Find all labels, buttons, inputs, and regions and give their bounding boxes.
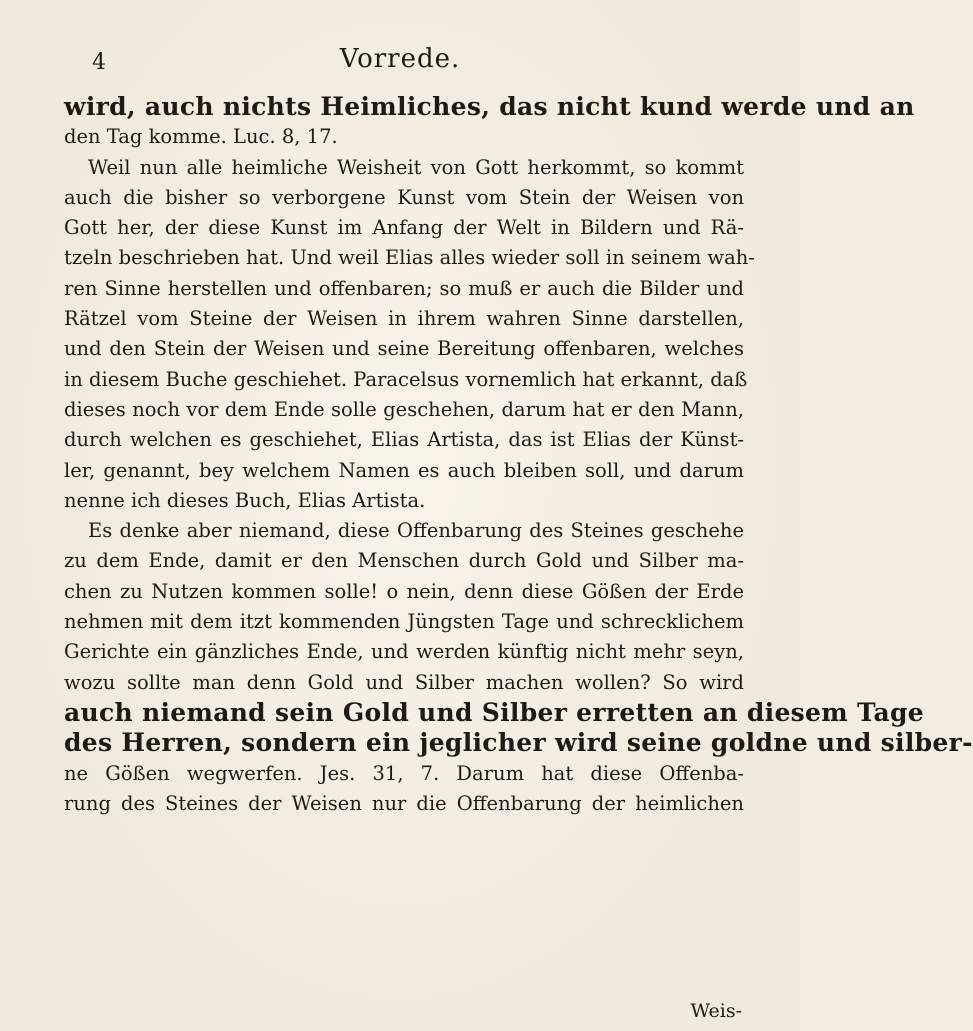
- catchword: Weis-: [690, 1000, 742, 1022]
- text-line: Weil nun alle heimliche Weisheit von Gott herkommt, so kommt: [88, 155, 744, 179]
- text-line: chen zu Nutzen kommen solle! o nein, denn diese Gößen der Erde: [64, 579, 744, 603]
- text-line: ler, genannt, bey welchem Namen es auch bleiben soll, und darum: [64, 458, 744, 482]
- text-line: rung des Steines der Weisen nur die Offenbarung der heimlichen: [64, 791, 744, 815]
- text-line: ren Sinne herstellen und offenbaren; so muß er auch die Bilder und: [64, 276, 744, 300]
- text-line: tzeln beschrieben hat. Und weil Elias alles wieder soll in seinem wah-: [64, 246, 755, 270]
- text-line: wozu sollte man denn Gold und Silber machen wollen? So wird: [64, 670, 744, 694]
- text-line: nenne ich dieses Buch, Elias Artista.: [64, 488, 426, 512]
- text-line: nehmen mit dem itzt kommenden Jüngsten Tage und schrecklichem: [64, 610, 744, 634]
- text-line: wird, auch nichts Heimliches, das nicht kund werde und an: [64, 92, 915, 121]
- text-line: und den Stein der Weisen und seine Bereitung offenbaren, welches: [64, 337, 744, 361]
- text-line: zu dem Ende, damit er den Menschen durch Gold und Silber ma-: [64, 549, 744, 573]
- text-line: dieses noch vor dem Ende solle geschehen, darum hat er den Mann,: [64, 397, 744, 421]
- text-line: auch die bisher so verborgene Kunst vom Stein der Weisen von: [64, 185, 744, 209]
- text-line: auch niemand sein Gold und Silber erretten an diesem Tage: [64, 697, 925, 727]
- page-number: 4: [92, 50, 106, 75]
- body-text: [64, 92, 973, 819]
- running-head: Vorrede.: [339, 44, 461, 74]
- text-line: ne Gößen wegwerfen. Jes. 31, 7. Darum hat diese Offenba-: [64, 761, 744, 785]
- text-line: Gott her, der diese Kunst im Anfang der Welt in Bildern und Rä-: [64, 216, 744, 240]
- text-line: des Herren, sondern ein jeglicher wird seine goldne und silber-: [64, 728, 973, 758]
- text-line: Rätzel vom Steine der Weisen in ihrem wahren Sinne darstellen,: [64, 307, 744, 331]
- text-line: Es denke aber niemand, diese Offenbarung des Steines geschehe: [88, 519, 744, 543]
- text-line: den Tag komme. Luc. 8, 17.: [64, 125, 338, 149]
- text-line: durch welchen es geschiehet, Elias Artista, das ist Elias der Künst-: [64, 428, 744, 452]
- text-line: Gerichte ein gänzliches Ende, und werden künftig nicht mehr seyn,: [64, 640, 744, 664]
- text-line: in diesem Buche geschiehet. Paracelsus vornemlich hat erkannt, daß: [64, 367, 748, 391]
